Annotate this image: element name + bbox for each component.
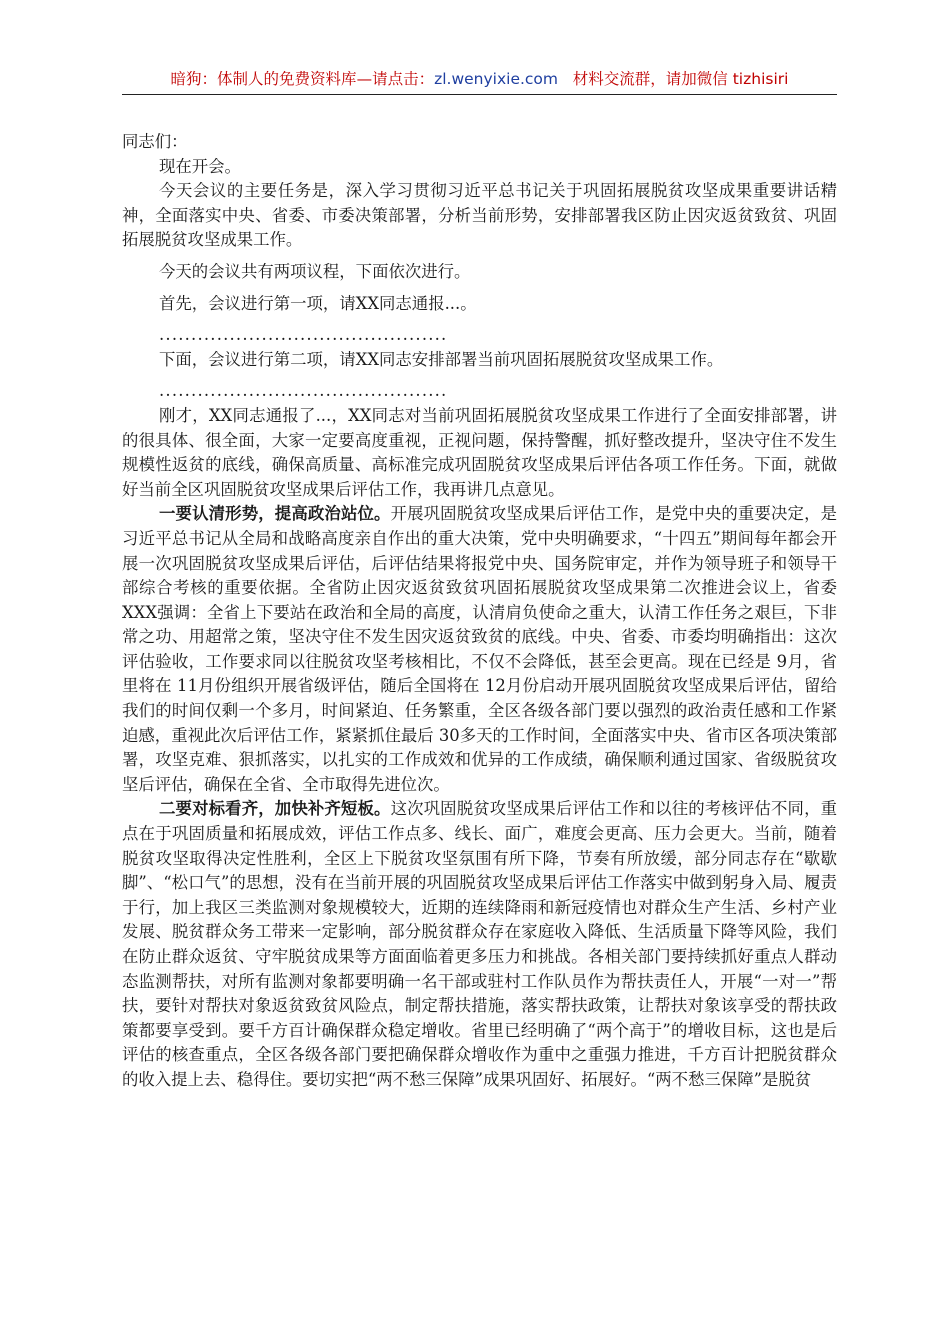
section-two-title: 二要对标看齐，加快补齐短板。 (159, 799, 391, 819)
section-one (122, 502, 837, 797)
header-brand: 暗狗：体制人的免费资料库 (170, 70, 357, 88)
header-click-prompt: —请点击： (356, 70, 435, 88)
paragraph-agenda: 今天的会议共有两项议程，下面依次进行。 (159, 261, 471, 281)
header-divider (122, 94, 837, 95)
section-two-text: 这次巩固脱贫攻坚成果后评估工作和以往的考核评估不同，重点在于巩固质量和拓展成效，评估工作点多、线长、面广，难度会更高、压力会更大。当前，随着脱贫攻坚取得决定性胜利，全区上下脱贫攻坚氛围有所下降，节奏有所放缓，部分同志存在“歇歇脚”、“松口气”的思想，没有在当前开展的巩固脱贫攻坚成果后评估工作落实中做到躬身入局、履责于行，加上我区三类监测对象规模较大，近期的连续降雨和新冠疫情也对群众生产生活、乡村产业发展、脱贫群众务工带来一定影响，部分脱贫群众存在家庭收入降低、生活质量下降等风险，我们在防止群众返贫、守牢脱贫成果等方面面临着更多压力和挑战。各相关部门要持续抓好重点人群动态监测帮扶，对所有监测对象都要明确一名干部或驻村工作队员作为帮扶责任人，开展“一对一”帮扶，要针对帮扶对象返贫致贫风险点，制定帮扶措施，落实帮扶政策，让帮扶对象该享受的帮扶政策都要享受到。要千方百计确保群众稳定增收。省里已经明确了“两个高于”的增收目标，这也是后评估的核查重点，全区各级各部门要把确保群众增收作为重中之重强力推进，千方百计把脱贫群众的收入提上去、稳得住。要切实把“两不愁三保障”成果巩固好、拓展好。“两不愁三保障”是脱贫 (122, 799, 837, 1089)
ellipsis-line-1: ............................................. (159, 325, 448, 345)
salutation: 同志们： (122, 132, 188, 151)
paragraph-summary: 刚才，XX同志通报了...，XX同志对当前巩固拓展脱贫攻坚成果工作进行了全面安排部署，讲的很具体、很全面，大家一定要高度重视，正视问题，保持警醒，抓好整改提升，坚决守住不发生规模性返贫的底线，确保高质量、高标准完成巩固脱贫攻坚成果后评估各项工作任务。下面，就做好当前全区巩固脱贫攻坚成果后评估工作，我再讲几点意见。 (122, 405, 837, 499)
section-one-text: 开展巩固脱贫攻坚成果后评估工作，是党中央的重要决定，是习近平总书记从全局和战略高度亲自作出的重大决策，党中央明确要求，“十四五”期间每年都会开展一次巩固脱贫攻坚成果后评估，后评估结果将报党中央、国务院审定，并作为领导班子和领导干部综合考核的重要依据。全省防止因灾返贫致贫巩固拓展脱贫攻坚成果第二次推进会议上，省委XXX强调：全省上下要站在政治和全局的高度，认清肩负使命之重大，认清工作任务之艰巨，下非常之功、用超常之策，坚决守住不发生因灾返贫致贫的底线。中央、省委、市委均明确指出：这次评估验收，工作要求同以往脱贫攻坚考核相比，不仅不会降低，甚至会更高。现在已经是 9月，省里将在 11月份组织开展省级评估，随后全国将在 12月份启动开展巩固脱贫攻坚成果后评估，留给我们的时间仅剩一个多月，时间紧迫、任务繁重，全区各级各部门要以强烈的政治责任感和工作紧迫感，重视此次后评估工作，紧紧抓住最后 30多天的工作时间，全面落实中央、省市区各项决策部署，攻坚克难、狠抓落实，以扎实的工作成效和优异的工作成绩，确保顺利通过国家、省级脱贫攻坚后评估，确保在全省、全市取得先进位次。 (122, 504, 837, 794)
ellipsis-line-2: ............................................. (159, 381, 448, 401)
document-body (122, 130, 837, 1093)
header-wechat-note: 材料交流群，请加微信 tizhisiri (572, 70, 789, 88)
section-one-title: 一要认清形势，提高政治站位。 (159, 504, 391, 524)
paragraph-purpose: 今天会议的主要任务是，深入学习贯彻习近平总书记关于巩固拓展脱贫攻坚成果重要讲话精神，全面落实中央、省委、市委决策部署，分析当前形势，安排部署我区防止因灾返贫致贫、巩固拓展脱贫攻坚成果工作。 (122, 181, 837, 250)
paragraph-open: 现在开会。 (159, 156, 241, 176)
header-url-link[interactable]: zl.wenyixie.com (434, 70, 559, 88)
section-two (122, 797, 837, 1092)
paragraph-item-two: 下面，会议进行第二项，请XX同志安排部署当前巩固拓展脱贫攻坚成果工作。 (159, 349, 724, 369)
paragraph-item-one: 首先，会议进行第一项，请XX同志通报...。 (159, 293, 477, 313)
page-header (122, 68, 837, 90)
